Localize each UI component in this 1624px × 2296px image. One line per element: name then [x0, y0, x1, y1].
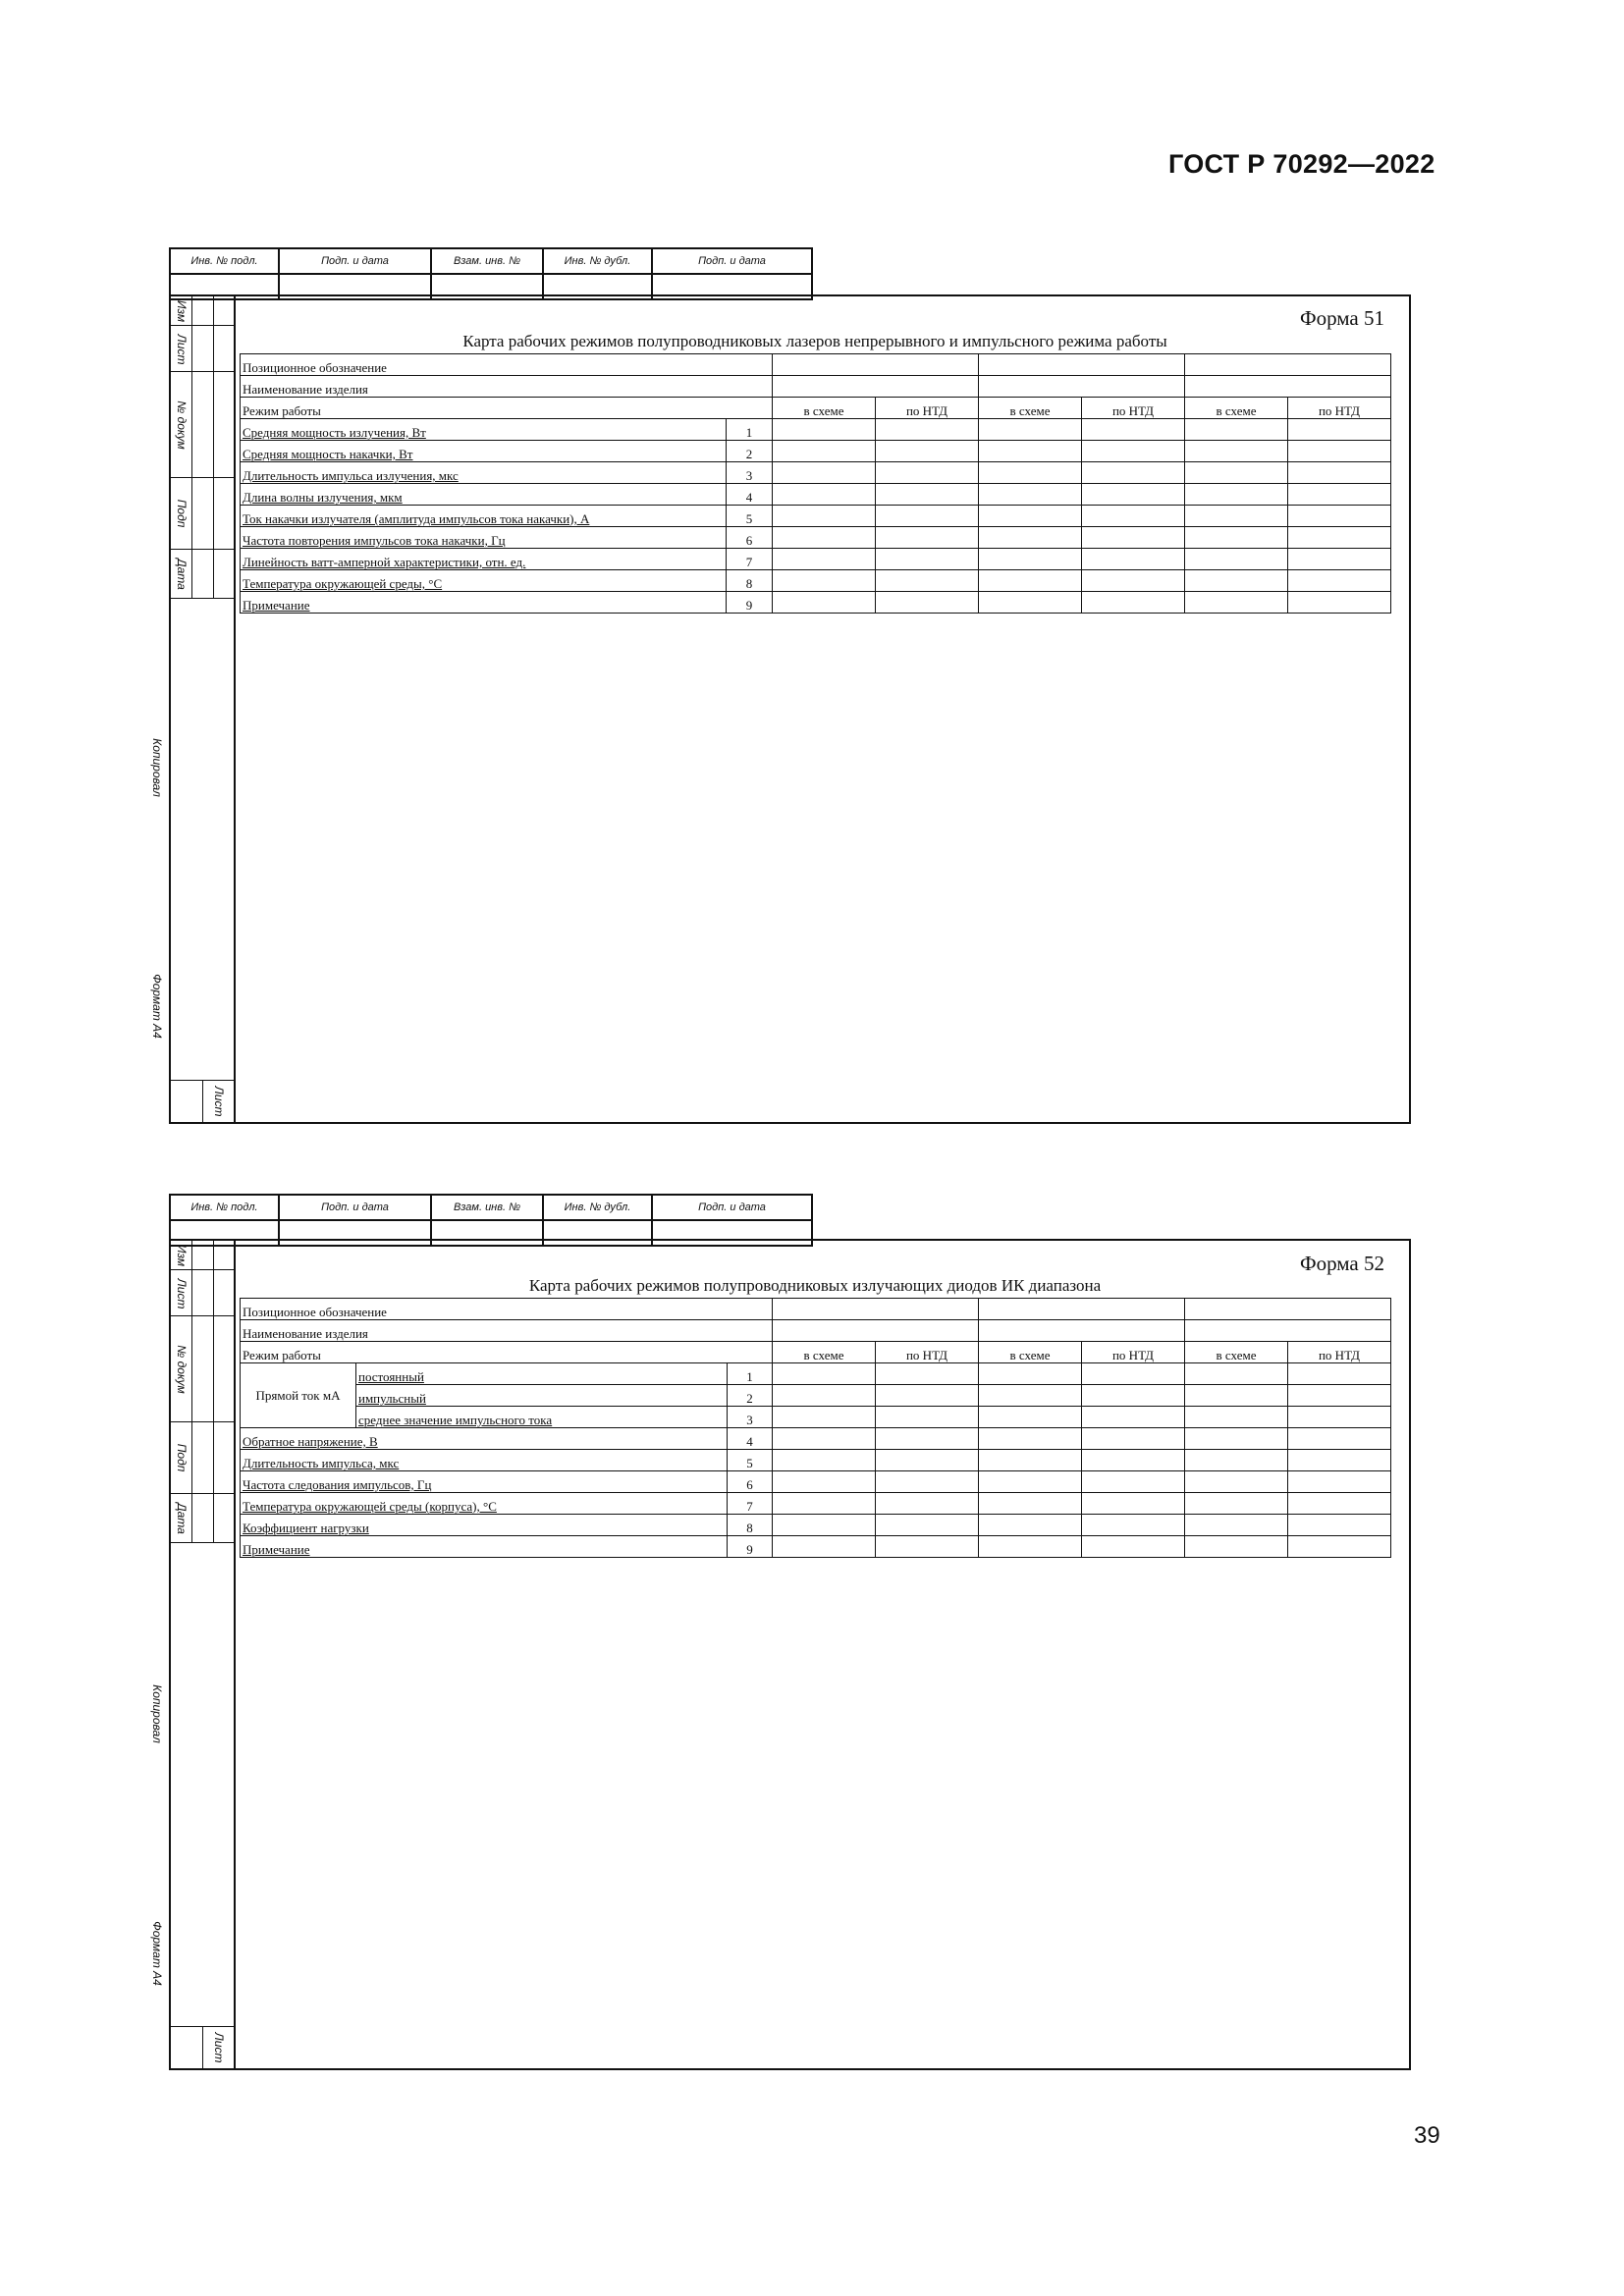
- row-label: Средняя мощность излучения, Вт: [241, 419, 727, 441]
- value-cell: [1185, 354, 1391, 376]
- name-label: Наименование изделия: [241, 376, 773, 398]
- table-row: [241, 1493, 1391, 1515]
- document-header: ГОСТ Р 70292—2022: [1168, 149, 1435, 179]
- table-row: [241, 1385, 1391, 1407]
- page-number: 39: [1414, 2122, 1440, 2149]
- row-num: 6: [727, 527, 773, 549]
- table-row: [241, 1471, 1391, 1493]
- table-row: [241, 1536, 1391, 1558]
- row-num: 9: [727, 592, 773, 614]
- row-num: 2: [727, 441, 773, 462]
- strip-cell: [192, 550, 214, 599]
- strip-cell: [192, 326, 214, 372]
- row-label: Частота повторения импульсов тока накачки, Гц: [241, 527, 727, 549]
- row-label: Примечание: [241, 1536, 728, 1558]
- table-row: [241, 506, 1391, 527]
- row-num: 8: [727, 570, 773, 592]
- label-data: Дата: [175, 1503, 189, 1534]
- stamp-vzam-inv: Взам. инв. №: [431, 1195, 543, 1220]
- value-cell: [979, 1320, 1185, 1342]
- row-num: 2: [728, 1385, 773, 1407]
- strip-cell: [171, 2026, 203, 2068]
- strip-cell: [192, 372, 214, 478]
- mode-label: Режим работы: [241, 1342, 773, 1363]
- stamp-inv-dubl: Инв. № дубл.: [543, 1195, 652, 1220]
- value-cell: [773, 1320, 979, 1342]
- col-v-skheme: в схеме: [979, 398, 1082, 419]
- form51-title: Карта рабочих режимов полупроводниковых лазеров непрерывного и импульсного режима работы: [462, 332, 1167, 350]
- row-label: среднее значение импульсного тока: [356, 1407, 728, 1428]
- row-label: Примечание: [241, 592, 727, 614]
- forward-current-label: Прямой ток мА: [241, 1363, 356, 1428]
- strip-cell: [192, 1316, 214, 1422]
- col-v-skheme: в схеме: [773, 1342, 876, 1363]
- label-list-bottom: Лист: [212, 1086, 226, 1117]
- row-label: Средняя мощность накачки, Вт: [241, 441, 727, 462]
- row-num: 7: [727, 549, 773, 570]
- row-num: 3: [727, 462, 773, 484]
- col-v-skheme: в схеме: [1185, 1342, 1288, 1363]
- form52-forma-label: Форма 52: [1300, 1252, 1384, 1275]
- table-row: [241, 592, 1391, 614]
- pos-label: Позиционное обозначение: [241, 1299, 773, 1320]
- form51-forma-label: Форма 51: [1300, 306, 1384, 330]
- form52-title: Карта рабочих режимов полупроводниковых излучающих диодов ИК диапазона: [528, 1276, 1102, 1295]
- table-row: [241, 527, 1391, 549]
- label-format-a4: Формат А4: [150, 974, 164, 1039]
- row-label: Обратное напряжение, В: [241, 1428, 728, 1450]
- row-num: 7: [728, 1493, 773, 1515]
- row-label: Линейность ватт-амперной характеристики, отн. ед.: [241, 549, 727, 570]
- row-label: импульсный: [356, 1385, 728, 1407]
- row-label: Длина волны излучения, мкм: [241, 484, 727, 506]
- strip-cell: [192, 478, 214, 550]
- row-label: Коэффициент нагрузки: [241, 1515, 728, 1536]
- col-po-ntd: по НТД: [876, 398, 979, 419]
- strip-cell: [214, 372, 236, 478]
- table-row: [241, 1428, 1391, 1450]
- strip-cell: [192, 1270, 214, 1316]
- value-cell: [979, 354, 1185, 376]
- table-row: [241, 441, 1391, 462]
- table-row: [241, 419, 1391, 441]
- value-cell: [979, 376, 1185, 398]
- name-label: Наименование изделия: [241, 1320, 773, 1342]
- row-num: 4: [727, 484, 773, 506]
- row-num: 8: [728, 1515, 773, 1536]
- stamp-podp-data: Подп. и дата: [279, 248, 431, 274]
- label-ndokum: № докум: [175, 1345, 189, 1394]
- row-label: Длительность импульса, мкс: [241, 1450, 728, 1471]
- label-list: Лист: [175, 334, 189, 365]
- strip-cell: [192, 296, 214, 326]
- label-kopiroval: Копировал: [150, 738, 164, 797]
- col-po-ntd: по НТД: [1082, 1342, 1185, 1363]
- value-cell: [1185, 1299, 1391, 1320]
- row-label: Температура окружающей среды (корпуса), °С: [241, 1493, 728, 1515]
- row-num: 4: [728, 1428, 773, 1450]
- label-list: Лист: [175, 1278, 189, 1309]
- table-row: [241, 1450, 1391, 1471]
- row-label: Частота следования импульсов, Гц: [241, 1471, 728, 1493]
- row-num: 5: [727, 506, 773, 527]
- strip-cell: [214, 326, 236, 372]
- row-label: Длительность импульса излучения, мкс: [241, 462, 727, 484]
- form51-table: [240, 353, 1391, 614]
- label-data: Дата: [175, 559, 189, 590]
- row-label: постоянный: [356, 1363, 728, 1385]
- label-podp: Подп: [175, 499, 189, 528]
- stamp-podp-data-2: Подп. и дата: [652, 1195, 812, 1220]
- label-podp: Подп: [175, 1443, 189, 1472]
- label-izm: Изм: [175, 1244, 189, 1267]
- stamp-inv-dubl: Инв. № дубл.: [543, 248, 652, 274]
- strip-cell: [214, 296, 236, 326]
- label-izm: Изм: [175, 299, 189, 323]
- strip-cell: [214, 1270, 236, 1316]
- stamp-vzam-inv: Взам. инв. №: [431, 248, 543, 274]
- form51-stamp-table: [169, 247, 813, 300]
- value-cell: [979, 1299, 1185, 1320]
- label-ndokum: № докум: [175, 400, 189, 450]
- strip-cell: [171, 1080, 203, 1122]
- value-cell: [773, 376, 979, 398]
- table-row: [241, 1407, 1391, 1428]
- table-row: [241, 1363, 1391, 1385]
- strip-cell: [214, 1241, 236, 1270]
- value-cell: [1185, 376, 1391, 398]
- row-label: Температура окружающей среды, °С: [241, 570, 727, 592]
- row-num: 1: [728, 1363, 773, 1385]
- row-label: Ток накачки излучателя (амплитуда импульсов тока накачки), А: [241, 506, 727, 527]
- stamp-inv-podl: Инв. № подл.: [170, 248, 279, 274]
- col-po-ntd: по НТД: [1288, 1342, 1391, 1363]
- stamp-inv-podl: Инв. № подл.: [170, 1195, 279, 1220]
- col-v-skheme: в схеме: [979, 1342, 1082, 1363]
- row-num: 9: [728, 1536, 773, 1558]
- mode-label: Режим работы: [241, 398, 773, 419]
- strip-cell: [214, 550, 236, 599]
- col-po-ntd: по НТД: [876, 1342, 979, 1363]
- strip-cell: [192, 1241, 214, 1270]
- value-cell: [773, 1299, 979, 1320]
- value-cell: [1185, 1320, 1391, 1342]
- label-kopiroval: Копировал: [150, 1684, 164, 1743]
- table-row: [241, 549, 1391, 570]
- col-po-ntd: по НТД: [1082, 398, 1185, 419]
- pos-label: Позиционное обозначение: [241, 354, 773, 376]
- label-list-bottom: Лист: [212, 2032, 226, 2063]
- strip-cell: [192, 1494, 214, 1543]
- table-row: [241, 462, 1391, 484]
- value-cell: [773, 354, 979, 376]
- strip-cell: [192, 1422, 214, 1494]
- table-row: [241, 570, 1391, 592]
- row-num: 1: [727, 419, 773, 441]
- form52-table: [240, 1298, 1391, 1558]
- stamp-podp-data: Подп. и дата: [279, 1195, 431, 1220]
- stamp-podp-data-2: Подп. и дата: [652, 248, 812, 274]
- strip-cell: [214, 478, 236, 550]
- col-v-skheme: в схеме: [773, 398, 876, 419]
- col-po-ntd: по НТД: [1288, 398, 1391, 419]
- table-row: [241, 1515, 1391, 1536]
- row-num: 3: [728, 1407, 773, 1428]
- strip-cell: [214, 1422, 236, 1494]
- row-num: 5: [728, 1450, 773, 1471]
- row-num: 6: [728, 1471, 773, 1493]
- col-v-skheme: в схеме: [1185, 398, 1288, 419]
- label-format-a4: Формат А4: [150, 1921, 164, 1986]
- table-row: [241, 484, 1391, 506]
- strip-cell: [214, 1316, 236, 1422]
- strip-cell: [214, 1494, 236, 1543]
